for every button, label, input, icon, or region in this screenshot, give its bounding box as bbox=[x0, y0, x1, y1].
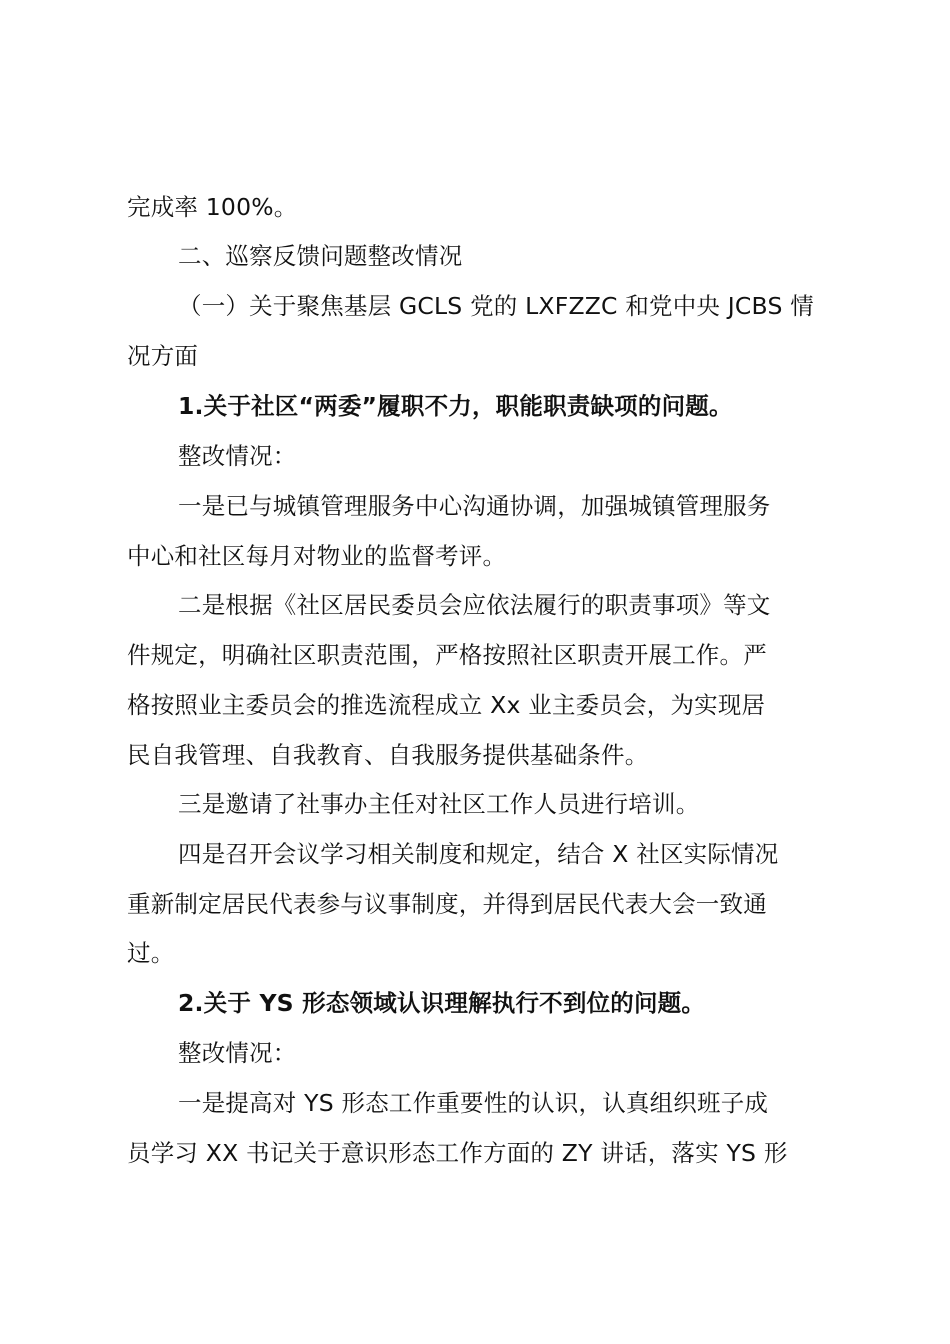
paragraph-line: 一是已与城镇管理服务中心沟通协调，加强城镇管理服务 bbox=[178, 492, 771, 520]
paragraph-line: 二是根据《社区居民委员会应依法履行的职责事项》等文 bbox=[178, 591, 771, 619]
section-heading: 二、巡察反馈问题整改情况 bbox=[178, 242, 463, 270]
paragraph-line: 一是提高对 YS 形态工作重要性的认识，认真组织班子成 bbox=[178, 1089, 769, 1117]
paragraph-line: 重新制定居民代表参与议事制度，并得到居民代表大会一致通 bbox=[127, 890, 767, 918]
paragraph-line: 过。 bbox=[127, 939, 175, 967]
paragraph-line: 三是邀请了社事办主任对社区工作人员进行培训。 bbox=[178, 790, 700, 818]
paragraph-line: 四是召开会议学习相关制度和规定，结合 X 社区实际情况 bbox=[178, 840, 779, 868]
rectification-label: 整改情况： bbox=[178, 1039, 297, 1067]
subsection-heading-continued: 况方面 bbox=[127, 342, 199, 370]
paragraph-line: 中心和社区每月对物业的监督考评。 bbox=[127, 542, 507, 570]
paragraph-line: 格按照业主委员会的推选流程成立 Xx 业主委员会，为实现居 bbox=[127, 691, 766, 719]
paragraph-line: 员学习 XX 书记关于意识形态工作方面的 ZY 讲话，落实 YS 形 bbox=[127, 1139, 788, 1167]
paragraph-line: 件规定，明确社区职责范围，严格按照社区职责开展工作。严 bbox=[127, 641, 767, 669]
paragraph-line: 民自我管理、自我教育、自我服务提供基础条件。 bbox=[127, 741, 649, 769]
text-line: 完成率 100%。 bbox=[127, 193, 298, 221]
issue-heading-1: 1.关于社区“两委”履职不力，职能职责缺项的问题。 bbox=[178, 392, 733, 420]
subsection-heading: （一）关于聚焦基层 GCLS 党的 LXFZZC 和党中央 JCBS 情 bbox=[178, 292, 814, 320]
issue-heading-2: 2.关于 YS 形态领域认识理解执行不到位的问题。 bbox=[178, 989, 706, 1017]
rectification-label: 整改情况： bbox=[178, 442, 297, 470]
